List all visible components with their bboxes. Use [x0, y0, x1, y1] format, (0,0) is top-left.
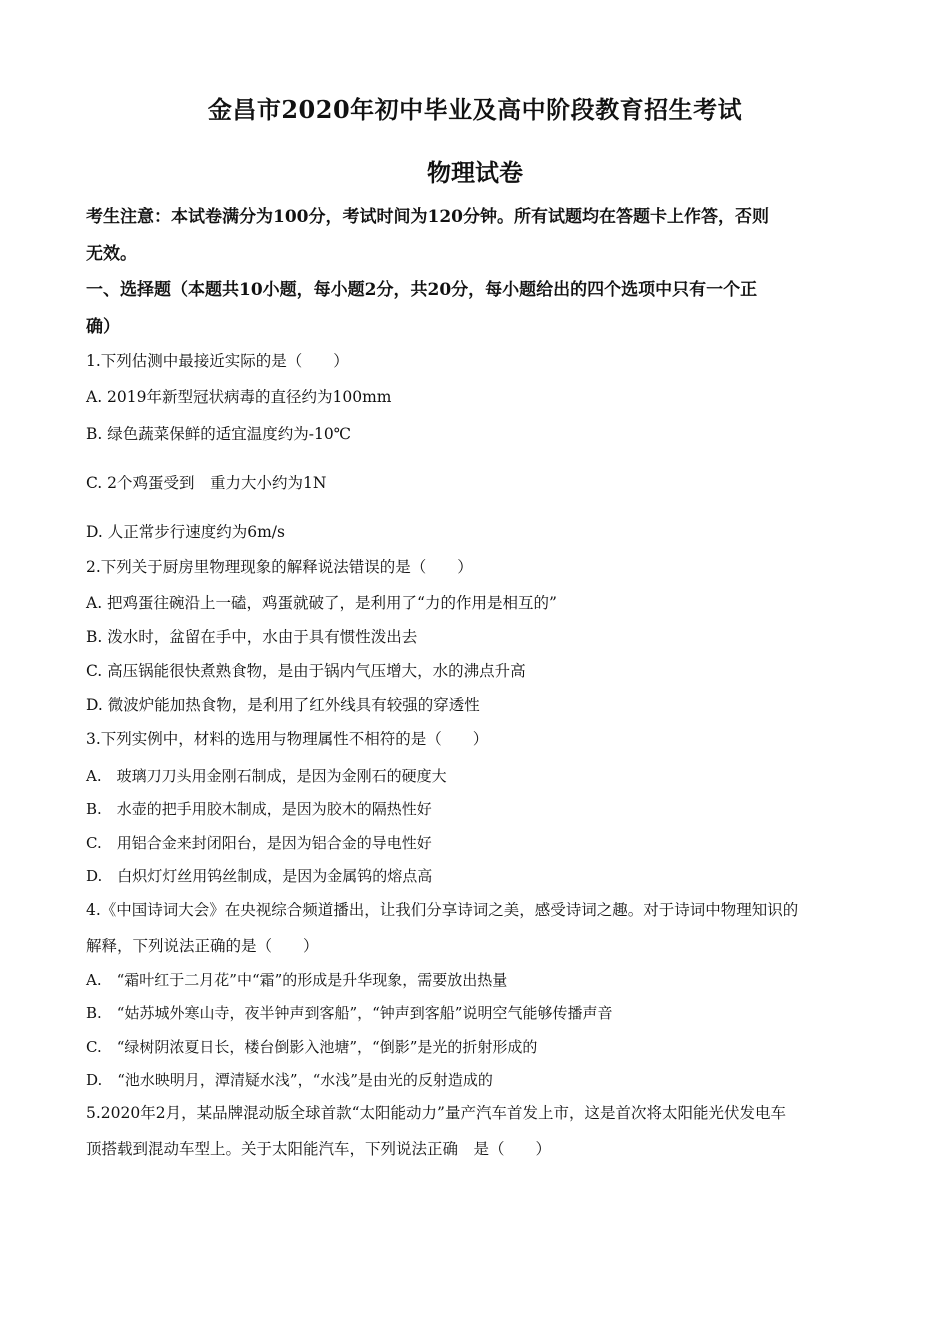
question-4-option-a: A. “霜叶红于二月花”中“霜”的形成是升华现象，需要放出热量: [86, 971, 508, 989]
question-4-option-b: B. “姑苏城外寒山寺，夜半钟声到客船”，“钟声到客船”说明空气能够传播声音: [86, 1004, 613, 1022]
question-1-option-b: B. 绿色蔬菜保鲜的适宜温度约为-10℃: [86, 425, 352, 443]
section-heading-line-1: 一、选择题（本题共10小题，每小题2分，共20分，每小题给出的四个选项中只有一个正: [86, 280, 758, 300]
question-5-stem-line-1: 5.2020年2月，某品牌混动版全球首款“太阳能动力”量产汽车首发上市，这是首次将太阳能光伏发电车: [86, 1104, 786, 1122]
question-2-option-c: C. 高压锅能很快煮熟食物，是由于锅内气压增大，水的沸点升高: [86, 662, 526, 680]
question-3-option-b: B. 水壶的把手用胶木制成，是因为胶木的隔热性好: [86, 800, 432, 818]
question-5-stem-line-2: 顶搭载到混动车型上。关于太阳能汽车，下列说法正确 是（ ）: [86, 1140, 552, 1158]
question-3-stem: 3.下列实例中，材料的选用与物理属性不相符的是（ ）: [86, 730, 489, 748]
question-2-option-d: D. 微波炉能加热食物，是利用了红外线具有较强的穿透性: [86, 696, 480, 714]
question-4-option-d: D. “池水映明月，潭清疑水浅”，“水浅”是由光的反射造成的: [86, 1071, 493, 1089]
exam-subtitle: 物理试卷: [427, 158, 523, 187]
section-heading-line-2: 确）: [86, 317, 120, 337]
question-1-option-c: C. 2个鸡蛋受到 重力大小约为1N: [86, 474, 327, 492]
question-4-option-c: C. “绿树阴浓夏日长，楼台倒影入池塘”，“倒影”是光的折射形成的: [86, 1038, 538, 1056]
question-4-stem-line-2: 解释，下列说法正确的是（ ）: [86, 937, 319, 955]
exam-title: 金昌市2020年初中毕业及高中阶段教育招生考试: [207, 95, 743, 124]
question-1-stem: 1.下列估测中最接近实际的是（ ）: [86, 352, 349, 370]
question-1-option-d: D. 人正常步行速度约为6m/s: [86, 523, 285, 541]
notice-line-2: 无效。: [86, 244, 137, 264]
question-2-stem: 2.下列关于厨房里物理现象的解释说法错误的是（ ）: [86, 558, 473, 576]
question-4-stem-line-1: 4.《中国诗词大会》在央视综合频道播出，让我们分享诗词之美，感受诗词之趣。对于诗词中物理知识的: [86, 901, 799, 919]
question-2-option-a: A. 把鸡蛋往碗沿上一磕，鸡蛋就破了，是利用了“力的作用是相互的”: [86, 594, 557, 612]
question-2-option-b: B. 泼水时，盆留在手中，水由于具有惯性泼出去: [86, 628, 418, 646]
question-3-option-d: D. 白炽灯灯丝用钨丝制成，是因为金属钨的熔点高: [86, 867, 433, 885]
question-1-option-a: A. 2019年新型冠状病毒的直径约为100mm: [86, 388, 392, 406]
question-3-option-a: A. 玻璃刀刀头用金刚石制成，是因为金刚石的硬度大: [86, 767, 447, 785]
notice-line-1: 考生注意：本试卷满分为100分，考试时间为120分钟。所有试题均在答题卡上作答，否则: [86, 207, 769, 227]
question-3-option-c: C. 用铝合金来封闭阳台，是因为铝合金的导电性好: [86, 834, 432, 852]
